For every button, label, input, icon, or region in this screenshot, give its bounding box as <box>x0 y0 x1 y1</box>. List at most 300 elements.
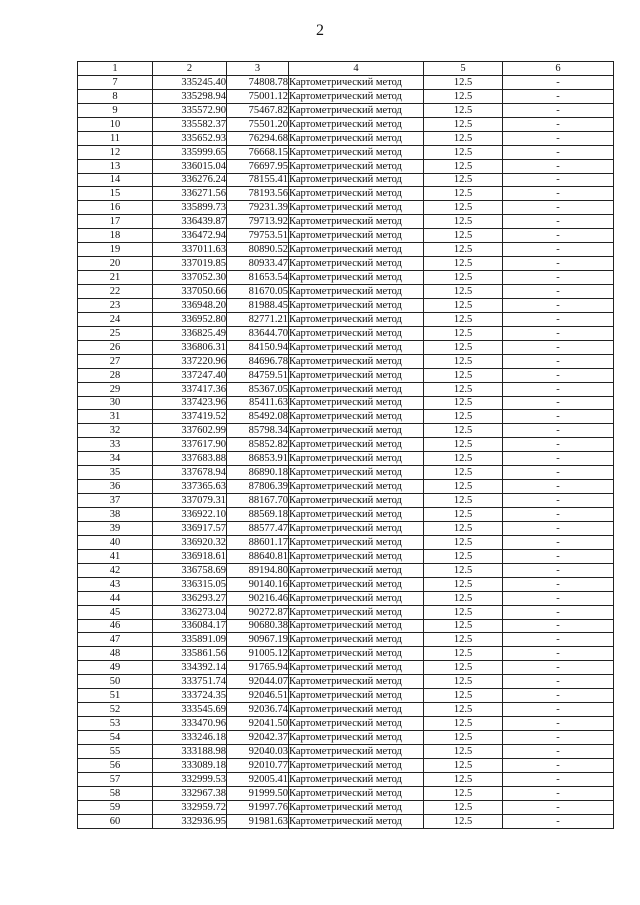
table-row <box>78 145 614 159</box>
point-number-cell: 23 <box>78 298 153 312</box>
point-number-cell: 44 <box>78 591 153 605</box>
method-cell: Картометрический метод <box>289 396 424 410</box>
note-cell: - <box>503 675 614 689</box>
method-cell: Картометрический метод <box>289 605 424 619</box>
table-row <box>78 173 614 187</box>
note-cell: - <box>503 257 614 271</box>
x-coordinate-cell: 336918.61 <box>153 549 227 563</box>
note-cell: - <box>503 521 614 535</box>
method-cell: Картометрический метод <box>289 480 424 494</box>
point-number-cell: 49 <box>78 661 153 675</box>
y-coordinate-cell: 75467.82 <box>227 103 289 117</box>
x-coordinate-cell: 336276.24 <box>153 173 227 187</box>
point-number-cell: 51 <box>78 689 153 703</box>
method-cell: Картометрический метод <box>289 717 424 731</box>
accuracy-cell: 12.5 <box>424 326 503 340</box>
note-cell: - <box>503 354 614 368</box>
y-coordinate-cell: 92042.37 <box>227 731 289 745</box>
point-number-cell: 37 <box>78 494 153 508</box>
note-cell: - <box>503 89 614 103</box>
point-number-cell: 57 <box>78 772 153 786</box>
method-cell: Картометрический метод <box>289 131 424 145</box>
method-cell: Картометрический метод <box>289 689 424 703</box>
x-coordinate-cell: 336922.10 <box>153 508 227 522</box>
x-coordinate-cell: 332967.38 <box>153 786 227 800</box>
note-cell: - <box>503 800 614 814</box>
accuracy-cell: 12.5 <box>424 410 503 424</box>
point-number-cell: 36 <box>78 480 153 494</box>
note-cell: - <box>503 786 614 800</box>
y-coordinate-cell: 92040.03 <box>227 744 289 758</box>
x-coordinate-cell: 335572.90 <box>153 103 227 117</box>
note-cell: - <box>503 173 614 187</box>
method-cell: Картометрический метод <box>289 229 424 243</box>
note-cell: - <box>503 368 614 382</box>
point-number-cell: 16 <box>78 201 153 215</box>
y-coordinate-cell: 81653.54 <box>227 271 289 285</box>
table-row <box>78 633 614 647</box>
y-coordinate-cell: 90272.87 <box>227 605 289 619</box>
accuracy-cell: 12.5 <box>424 257 503 271</box>
x-coordinate-cell: 332999.53 <box>153 772 227 786</box>
y-coordinate-cell: 80890.52 <box>227 243 289 257</box>
point-number-cell: 20 <box>78 257 153 271</box>
y-coordinate-cell: 82771.21 <box>227 312 289 326</box>
x-coordinate-cell: 337220.96 <box>153 354 227 368</box>
method-cell: Картометрический метод <box>289 271 424 285</box>
method-cell: Картометрический метод <box>289 89 424 103</box>
note-cell: - <box>503 605 614 619</box>
note-cell: - <box>503 145 614 159</box>
method-cell: Картометрический метод <box>289 508 424 522</box>
note-cell: - <box>503 285 614 299</box>
accuracy-cell: 12.5 <box>424 173 503 187</box>
note-cell: - <box>503 758 614 772</box>
note-cell: - <box>503 563 614 577</box>
method-cell: Картометрический метод <box>289 173 424 187</box>
x-coordinate-cell: 336920.32 <box>153 535 227 549</box>
point-number-cell: 41 <box>78 549 153 563</box>
x-coordinate-cell: 335298.94 <box>153 89 227 103</box>
point-number-cell: 31 <box>78 410 153 424</box>
method-cell: Картометрический метод <box>289 75 424 89</box>
y-coordinate-cell: 87806.39 <box>227 480 289 494</box>
method-cell: Картометрический метод <box>289 298 424 312</box>
note-cell: - <box>503 340 614 354</box>
accuracy-cell: 12.5 <box>424 577 503 591</box>
note-cell: - <box>503 480 614 494</box>
x-coordinate-cell: 333751.74 <box>153 675 227 689</box>
accuracy-cell: 12.5 <box>424 800 503 814</box>
y-coordinate-cell: 89194.80 <box>227 563 289 577</box>
x-coordinate-cell: 337365.63 <box>153 480 227 494</box>
column-header: 2 <box>153 62 227 76</box>
accuracy-cell: 12.5 <box>424 75 503 89</box>
y-coordinate-cell: 91981.63 <box>227 814 289 828</box>
table-row <box>78 591 614 605</box>
x-coordinate-cell: 336917.57 <box>153 521 227 535</box>
accuracy-cell: 12.5 <box>424 298 503 312</box>
accuracy-cell: 12.5 <box>424 187 503 201</box>
y-coordinate-cell: 83644.70 <box>227 326 289 340</box>
table-row <box>78 577 614 591</box>
method-cell: Картометрический метод <box>289 731 424 745</box>
x-coordinate-cell: 335245.40 <box>153 75 227 89</box>
point-number-cell: 13 <box>78 159 153 173</box>
point-number-cell: 25 <box>78 326 153 340</box>
note-cell: - <box>503 452 614 466</box>
point-number-cell: 17 <box>78 215 153 229</box>
accuracy-cell: 12.5 <box>424 201 503 215</box>
x-coordinate-cell: 332959.72 <box>153 800 227 814</box>
point-number-cell: 45 <box>78 605 153 619</box>
note-cell: - <box>503 466 614 480</box>
table-row <box>78 480 614 494</box>
note-cell: - <box>503 187 614 201</box>
method-cell: Картометрический метод <box>289 438 424 452</box>
table-row <box>78 675 614 689</box>
method-cell: Картометрический метод <box>289 354 424 368</box>
method-cell: Картометрический метод <box>289 535 424 549</box>
note-cell: - <box>503 438 614 452</box>
x-coordinate-cell: 336015.04 <box>153 159 227 173</box>
point-number-cell: 7 <box>78 75 153 89</box>
x-coordinate-cell: 337052.30 <box>153 271 227 285</box>
method-cell: Картометрический метод <box>289 814 424 828</box>
table-row <box>78 103 614 117</box>
accuracy-cell: 12.5 <box>424 703 503 717</box>
table-row <box>78 549 614 563</box>
point-number-cell: 29 <box>78 382 153 396</box>
y-coordinate-cell: 86890.18 <box>227 466 289 480</box>
table-row <box>78 382 614 396</box>
column-header: 4 <box>289 62 424 76</box>
note-cell: - <box>503 103 614 117</box>
y-coordinate-cell: 81670.05 <box>227 285 289 299</box>
y-coordinate-cell: 85367.05 <box>227 382 289 396</box>
method-cell: Картометрический метод <box>289 257 424 271</box>
method-cell: Картометрический метод <box>289 675 424 689</box>
accuracy-cell: 12.5 <box>424 758 503 772</box>
y-coordinate-cell: 90216.46 <box>227 591 289 605</box>
point-number-cell: 24 <box>78 312 153 326</box>
point-number-cell: 60 <box>78 814 153 828</box>
note-cell: - <box>503 689 614 703</box>
accuracy-cell: 12.5 <box>424 508 503 522</box>
note-cell: - <box>503 703 614 717</box>
coordinates-table <box>77 61 614 829</box>
note-cell: - <box>503 731 614 745</box>
point-number-cell: 27 <box>78 354 153 368</box>
note-cell: - <box>503 577 614 591</box>
x-coordinate-cell: 336271.56 <box>153 187 227 201</box>
table-row <box>78 159 614 173</box>
y-coordinate-cell: 78193.56 <box>227 187 289 201</box>
y-coordinate-cell: 91999.50 <box>227 786 289 800</box>
method-cell: Картометрический метод <box>289 285 424 299</box>
table-row <box>78 744 614 758</box>
x-coordinate-cell: 336806.31 <box>153 340 227 354</box>
table-row <box>78 396 614 410</box>
x-coordinate-cell: 337019.85 <box>153 257 227 271</box>
table-row <box>78 298 614 312</box>
note-cell: - <box>503 549 614 563</box>
method-cell: Картометрический метод <box>289 326 424 340</box>
point-number-cell: 22 <box>78 285 153 299</box>
y-coordinate-cell: 88167.70 <box>227 494 289 508</box>
method-cell: Картометрический метод <box>289 591 424 605</box>
table-row <box>78 131 614 145</box>
y-coordinate-cell: 85852.82 <box>227 438 289 452</box>
point-number-cell: 33 <box>78 438 153 452</box>
method-cell: Картометрический метод <box>289 201 424 215</box>
table-row <box>78 89 614 103</box>
accuracy-cell: 12.5 <box>424 243 503 257</box>
x-coordinate-cell: 333188.98 <box>153 744 227 758</box>
accuracy-cell: 12.5 <box>424 563 503 577</box>
note-cell: - <box>503 117 614 131</box>
accuracy-cell: 12.5 <box>424 744 503 758</box>
table-row <box>78 758 614 772</box>
x-coordinate-cell: 336084.17 <box>153 619 227 633</box>
table-body <box>78 75 614 828</box>
table-row <box>78 117 614 131</box>
x-coordinate-cell: 336273.04 <box>153 605 227 619</box>
accuracy-cell: 12.5 <box>424 772 503 786</box>
y-coordinate-cell: 84150.94 <box>227 340 289 354</box>
accuracy-cell: 12.5 <box>424 786 503 800</box>
note-cell: - <box>503 772 614 786</box>
note-cell: - <box>503 410 614 424</box>
point-number-cell: 34 <box>78 452 153 466</box>
table-row <box>78 410 614 424</box>
table-row <box>78 438 614 452</box>
accuracy-cell: 12.5 <box>424 145 503 159</box>
accuracy-cell: 12.5 <box>424 424 503 438</box>
x-coordinate-cell: 336472.94 <box>153 229 227 243</box>
note-cell: - <box>503 535 614 549</box>
y-coordinate-cell: 85411.63 <box>227 396 289 410</box>
accuracy-cell: 12.5 <box>424 689 503 703</box>
y-coordinate-cell: 78155.41 <box>227 173 289 187</box>
table-row <box>78 786 614 800</box>
note-cell: - <box>503 243 614 257</box>
y-coordinate-cell: 91005.12 <box>227 647 289 661</box>
table-row <box>78 647 614 661</box>
x-coordinate-cell: 333545.69 <box>153 703 227 717</box>
point-number-cell: 11 <box>78 131 153 145</box>
point-number-cell: 8 <box>78 89 153 103</box>
accuracy-cell: 12.5 <box>424 633 503 647</box>
note-cell: - <box>503 744 614 758</box>
note-cell: - <box>503 271 614 285</box>
x-coordinate-cell: 336948.20 <box>153 298 227 312</box>
accuracy-cell: 12.5 <box>424 675 503 689</box>
accuracy-cell: 12.5 <box>424 535 503 549</box>
y-coordinate-cell: 92046.51 <box>227 689 289 703</box>
table-row <box>78 731 614 745</box>
method-cell: Картометрический метод <box>289 452 424 466</box>
x-coordinate-cell: 335582.37 <box>153 117 227 131</box>
page-number: 2 <box>316 22 324 39</box>
note-cell: - <box>503 424 614 438</box>
note-cell: - <box>503 814 614 828</box>
y-coordinate-cell: 79713.92 <box>227 215 289 229</box>
accuracy-cell: 12.5 <box>424 494 503 508</box>
table-row <box>78 535 614 549</box>
note-cell: - <box>503 619 614 633</box>
table-row <box>78 326 614 340</box>
note-cell: - <box>503 661 614 675</box>
accuracy-cell: 12.5 <box>424 396 503 410</box>
accuracy-cell: 12.5 <box>424 717 503 731</box>
method-cell: Картометрический метод <box>289 549 424 563</box>
accuracy-cell: 12.5 <box>424 480 503 494</box>
note-cell: - <box>503 298 614 312</box>
point-number-cell: 59 <box>78 800 153 814</box>
y-coordinate-cell: 92041.50 <box>227 717 289 731</box>
table-row <box>78 800 614 814</box>
method-cell: Картометрический метод <box>289 563 424 577</box>
point-number-cell: 12 <box>78 145 153 159</box>
x-coordinate-cell: 332936.95 <box>153 814 227 828</box>
accuracy-cell: 12.5 <box>424 229 503 243</box>
table-row <box>78 368 614 382</box>
y-coordinate-cell: 79753.51 <box>227 229 289 243</box>
point-number-cell: 28 <box>78 368 153 382</box>
point-number-cell: 39 <box>78 521 153 535</box>
point-number-cell: 52 <box>78 703 153 717</box>
point-number-cell: 58 <box>78 786 153 800</box>
accuracy-cell: 12.5 <box>424 103 503 117</box>
point-number-cell: 43 <box>78 577 153 591</box>
x-coordinate-cell: 337617.90 <box>153 438 227 452</box>
x-coordinate-cell: 336758.69 <box>153 563 227 577</box>
accuracy-cell: 12.5 <box>424 271 503 285</box>
accuracy-cell: 12.5 <box>424 89 503 103</box>
note-cell: - <box>503 717 614 731</box>
x-coordinate-cell: 335899.73 <box>153 201 227 215</box>
x-coordinate-cell: 333246.18 <box>153 731 227 745</box>
point-number-cell: 15 <box>78 187 153 201</box>
method-cell: Картометрический метод <box>289 786 424 800</box>
accuracy-cell: 12.5 <box>424 438 503 452</box>
point-number-cell: 47 <box>78 633 153 647</box>
accuracy-cell: 12.5 <box>424 117 503 131</box>
y-coordinate-cell: 84696.78 <box>227 354 289 368</box>
y-coordinate-cell: 80933.47 <box>227 257 289 271</box>
y-coordinate-cell: 88640.81 <box>227 549 289 563</box>
x-coordinate-cell: 336293.27 <box>153 591 227 605</box>
y-coordinate-cell: 91765.94 <box>227 661 289 675</box>
note-cell: - <box>503 591 614 605</box>
accuracy-cell: 12.5 <box>424 661 503 675</box>
note-cell: - <box>503 201 614 215</box>
note-cell: - <box>503 312 614 326</box>
method-cell: Картометрический метод <box>289 243 424 257</box>
table-header-row <box>78 62 614 76</box>
x-coordinate-cell: 335652.93 <box>153 131 227 145</box>
y-coordinate-cell: 76668.15 <box>227 145 289 159</box>
column-header: 5 <box>424 62 503 76</box>
method-cell: Картометрический метод <box>289 312 424 326</box>
method-cell: Картометрический метод <box>289 619 424 633</box>
note-cell: - <box>503 633 614 647</box>
method-cell: Картометрический метод <box>289 800 424 814</box>
point-number-cell: 18 <box>78 229 153 243</box>
table-row <box>78 187 614 201</box>
method-cell: Картометрический метод <box>289 145 424 159</box>
accuracy-cell: 12.5 <box>424 215 503 229</box>
y-coordinate-cell: 88601.17 <box>227 535 289 549</box>
point-number-cell: 30 <box>78 396 153 410</box>
accuracy-cell: 12.5 <box>424 647 503 661</box>
method-cell: Картометрический метод <box>289 215 424 229</box>
x-coordinate-cell: 335861.56 <box>153 647 227 661</box>
accuracy-cell: 12.5 <box>424 368 503 382</box>
table-row <box>78 689 614 703</box>
point-number-cell: 46 <box>78 619 153 633</box>
accuracy-cell: 12.5 <box>424 549 503 563</box>
method-cell: Картометрический метод <box>289 661 424 675</box>
x-coordinate-cell: 337417.36 <box>153 382 227 396</box>
accuracy-cell: 12.5 <box>424 285 503 299</box>
method-cell: Картометрический метод <box>289 703 424 717</box>
y-coordinate-cell: 86853.91 <box>227 452 289 466</box>
y-coordinate-cell: 76697.95 <box>227 159 289 173</box>
accuracy-cell: 12.5 <box>424 619 503 633</box>
point-number-cell: 50 <box>78 675 153 689</box>
y-coordinate-cell: 88569.18 <box>227 508 289 522</box>
table-row <box>78 605 614 619</box>
method-cell: Картометрический метод <box>289 382 424 396</box>
method-cell: Картометрический метод <box>289 744 424 758</box>
method-cell: Картометрический метод <box>289 340 424 354</box>
accuracy-cell: 12.5 <box>424 382 503 396</box>
point-number-cell: 55 <box>78 744 153 758</box>
table-row <box>78 814 614 828</box>
point-number-cell: 38 <box>78 508 153 522</box>
method-cell: Картометрический метод <box>289 103 424 117</box>
table-row <box>78 271 614 285</box>
point-number-cell: 54 <box>78 731 153 745</box>
note-cell: - <box>503 396 614 410</box>
table-row <box>78 354 614 368</box>
point-number-cell: 56 <box>78 758 153 772</box>
y-coordinate-cell: 92010.77 <box>227 758 289 772</box>
table-row <box>78 563 614 577</box>
x-coordinate-cell: 336315.05 <box>153 577 227 591</box>
accuracy-cell: 12.5 <box>424 159 503 173</box>
x-coordinate-cell: 333724.35 <box>153 689 227 703</box>
point-number-cell: 26 <box>78 340 153 354</box>
table-row <box>78 340 614 354</box>
x-coordinate-cell: 337683.88 <box>153 452 227 466</box>
table-row <box>78 229 614 243</box>
x-coordinate-cell: 333470.96 <box>153 717 227 731</box>
note-cell: - <box>503 215 614 229</box>
table-row <box>78 466 614 480</box>
point-number-cell: 21 <box>78 271 153 285</box>
point-number-cell: 9 <box>78 103 153 117</box>
x-coordinate-cell: 337050.66 <box>153 285 227 299</box>
y-coordinate-cell: 75501.20 <box>227 117 289 131</box>
note-cell: - <box>503 131 614 145</box>
accuracy-cell: 12.5 <box>424 340 503 354</box>
x-coordinate-cell: 337011.63 <box>153 243 227 257</box>
table-row <box>78 257 614 271</box>
y-coordinate-cell: 90680.38 <box>227 619 289 633</box>
